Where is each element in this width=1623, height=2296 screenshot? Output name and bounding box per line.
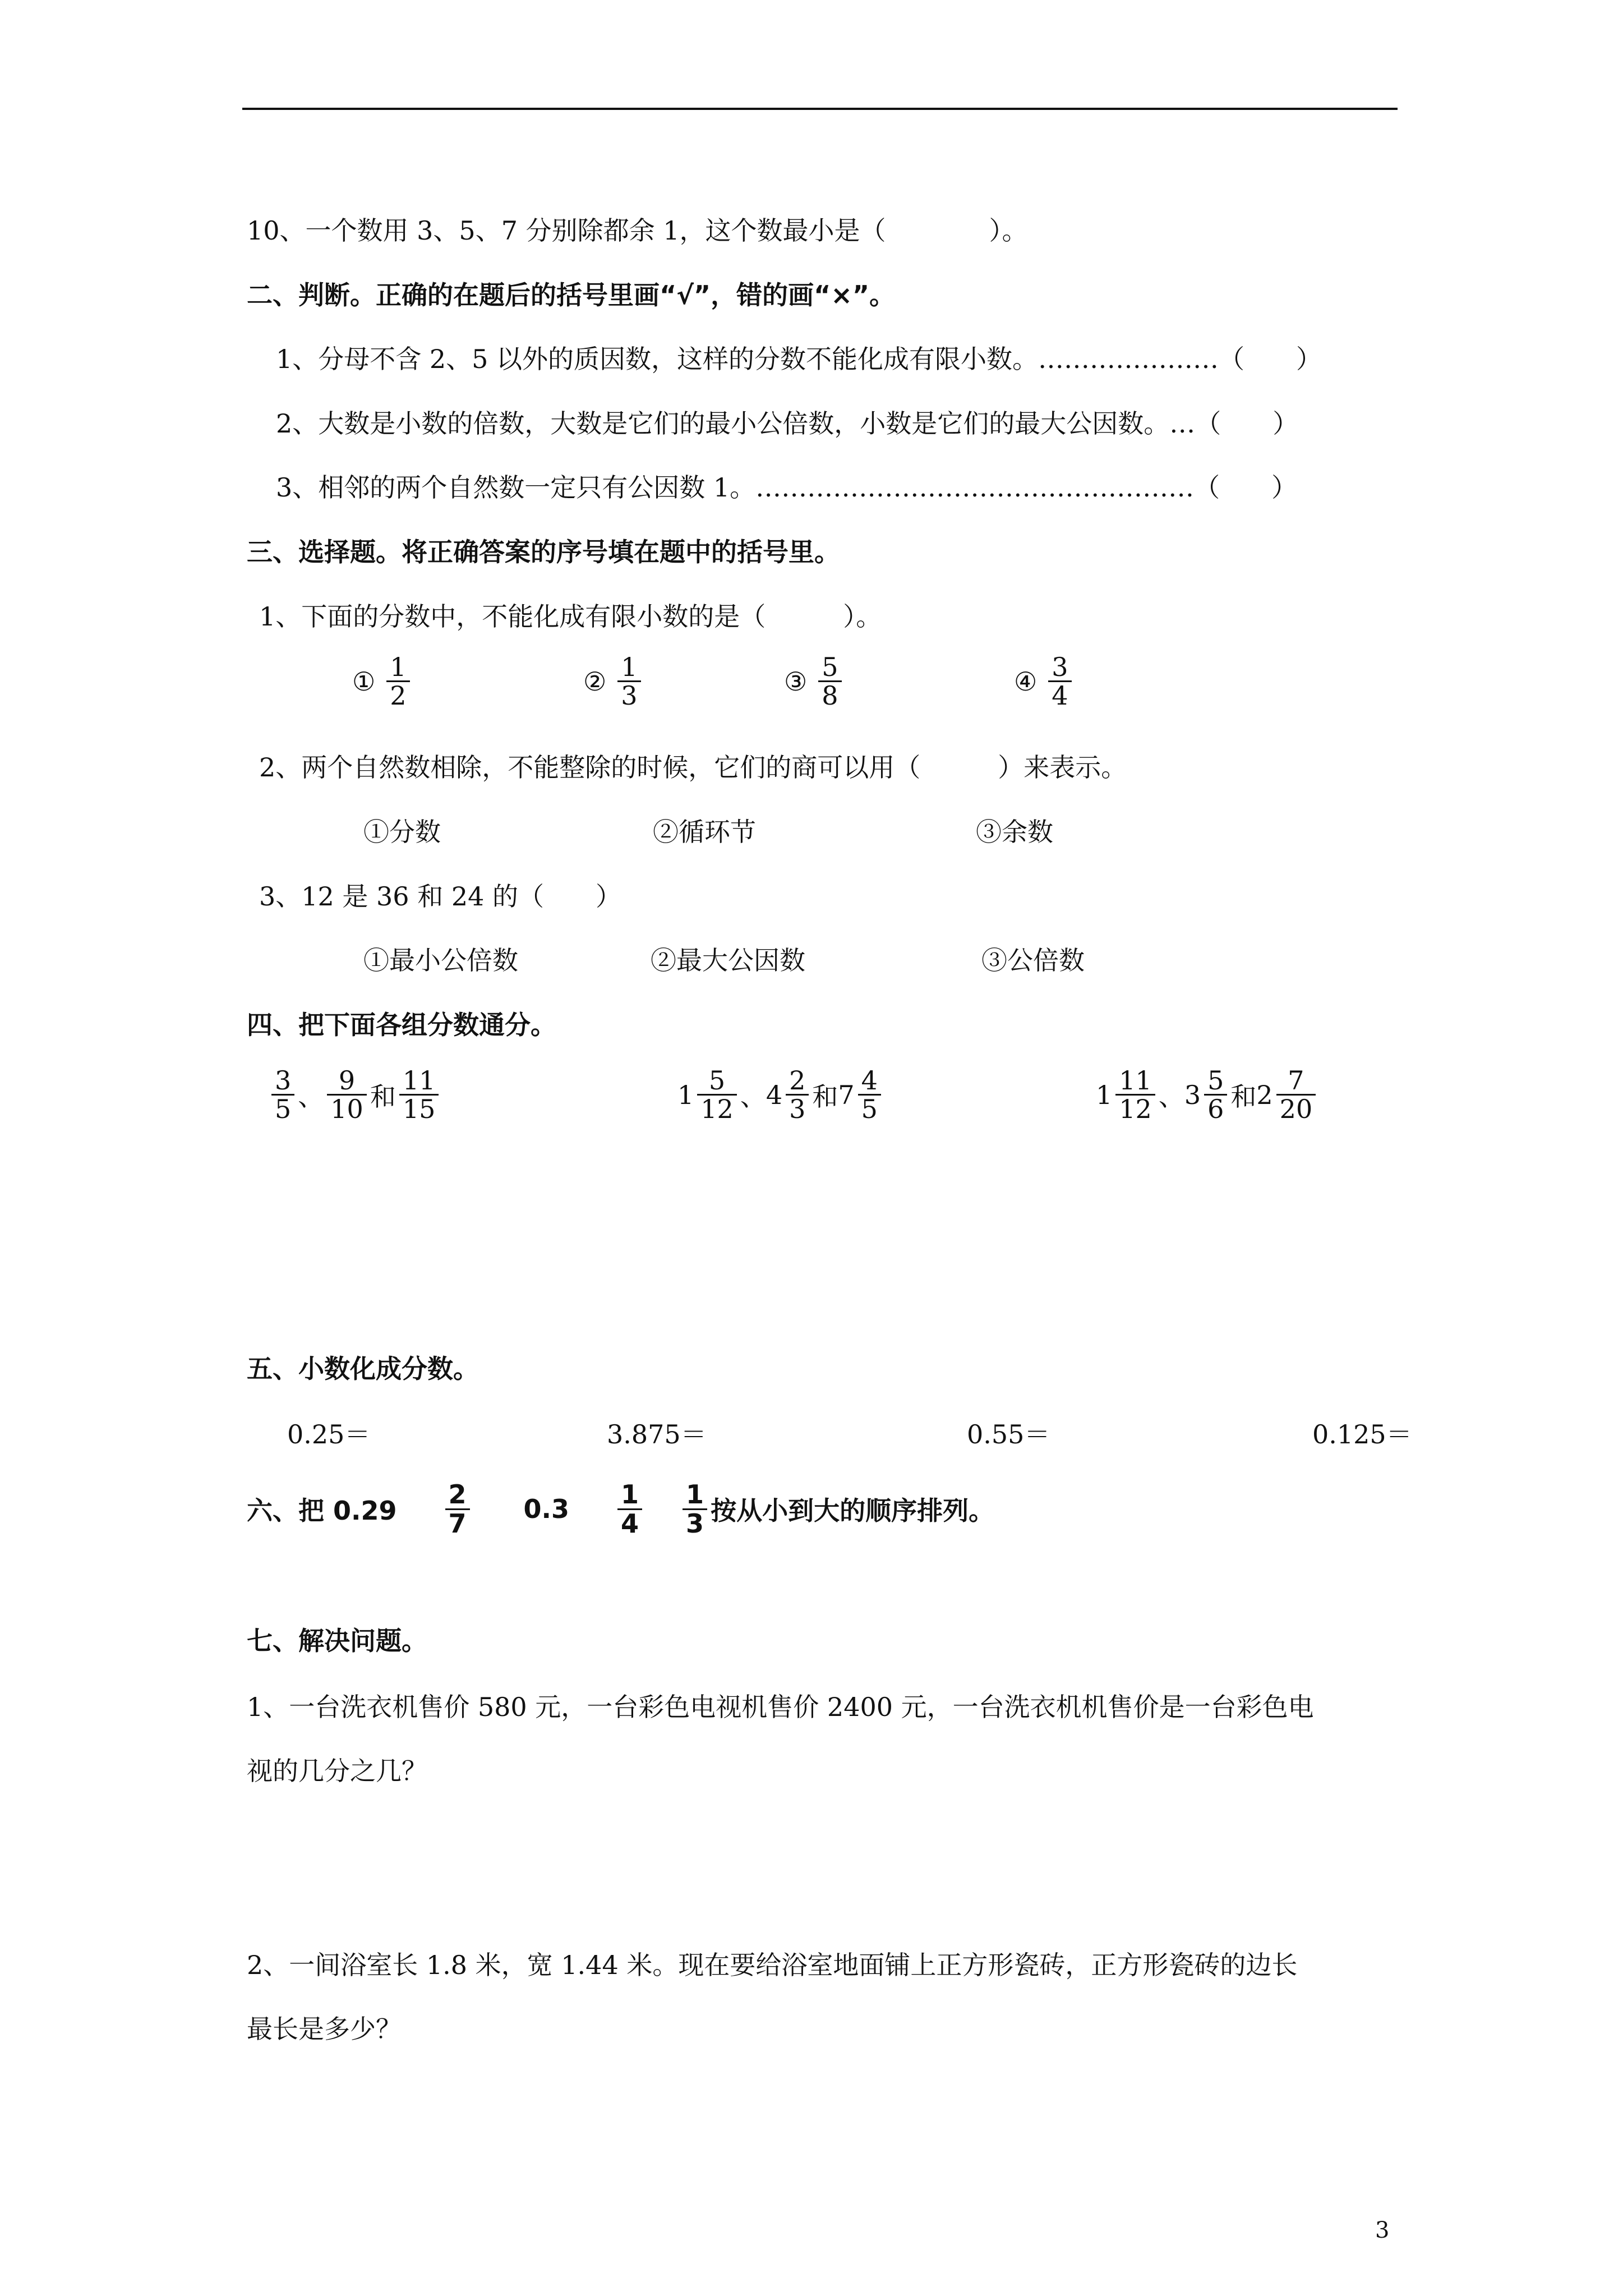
fraction — [445, 1481, 470, 1537]
separator: 、 — [298, 1081, 324, 1112]
choice-q2-option-1: ①分数 — [363, 817, 441, 847]
page-number: 3 — [1375, 2217, 1390, 2243]
whole-number: 7 — [838, 1079, 855, 1110]
fraction — [617, 654, 640, 710]
fraction — [327, 1067, 367, 1123]
fraction — [1276, 1067, 1316, 1123]
separator: 和 — [370, 1081, 396, 1112]
section-5-title: 五、小数化成分数。 — [247, 1354, 479, 1384]
fraction — [399, 1067, 439, 1123]
numerator: 1 — [621, 1479, 639, 1510]
numerator: 5 — [822, 652, 838, 682]
choice-q3: 3、12 是 36 和 24 的（ ） — [259, 881, 621, 912]
numerator: 11 — [1119, 1065, 1152, 1096]
numerator: 1 — [621, 652, 638, 682]
numerator: 2 — [789, 1065, 806, 1096]
numerator: 2 — [448, 1479, 467, 1510]
decimal-item-2: 3.875＝ — [607, 1419, 707, 1450]
fraction-group-2 — [677, 1067, 884, 1123]
denominator: 4 — [1048, 680, 1071, 709]
choice-q2-option-3: ③余数 — [976, 817, 1053, 847]
numerator: 3 — [275, 1065, 292, 1096]
choice-q1: 1、下面的分数中，不能化成有限小数的是（ ）。 — [259, 601, 882, 632]
fraction — [617, 1481, 642, 1537]
judge-item-1: 1、分母不含 2、5 以外的质因数，这样的分数不能化成有限小数。…………………（ ） — [276, 344, 1322, 374]
section-6-value: 0.3 — [523, 1494, 570, 1524]
numerator: 3 — [1052, 652, 1068, 682]
fraction — [786, 1067, 809, 1123]
denominator: 6 — [1204, 1094, 1227, 1122]
separator: 和 — [1230, 1081, 1257, 1112]
denominator: 5 — [271, 1094, 294, 1122]
problem-2-line-2: 最长是多少？ — [247, 2014, 402, 2044]
fraction — [683, 1481, 707, 1537]
whole-number: 4 — [766, 1079, 783, 1110]
separator: 、 — [740, 1081, 766, 1112]
denominator: 3 — [786, 1094, 809, 1122]
whole-number: 1 — [677, 1079, 694, 1110]
fraction — [1204, 1067, 1227, 1123]
section-6-suffix: 按从小到大的顺序排列。 — [711, 1496, 995, 1526]
choice-q3-option-2: ②最大公因数 — [651, 945, 805, 976]
denominator: 4 — [617, 1508, 642, 1537]
header-rule — [242, 108, 1398, 110]
numerator: 11 — [402, 1065, 436, 1096]
fraction — [858, 1067, 881, 1123]
denominator: 20 — [1276, 1094, 1316, 1122]
denominator: 5 — [858, 1094, 881, 1122]
fraction-group-3 — [1096, 1067, 1319, 1123]
section-4-title: 四、把下面各组分数通分。 — [247, 1010, 556, 1040]
denominator: 8 — [818, 680, 841, 709]
whole-number: 3 — [1184, 1079, 1201, 1110]
section-3-title: 三、选择题。将正确答案的序号填在题中的括号里。 — [247, 537, 840, 567]
numerator: 1 — [390, 652, 407, 682]
separator: 和 — [812, 1081, 838, 1112]
section-6-prefix: 六、把 0.29 — [247, 1496, 397, 1526]
problem-1-line-2: 视的几分之几？ — [247, 1756, 427, 1786]
denominator: 7 — [445, 1508, 470, 1537]
decimal-item-3: 0.55＝ — [967, 1419, 1050, 1450]
choice-q3-option-1: ①最小公倍数 — [363, 945, 518, 976]
whole-number: 2 — [1256, 1079, 1273, 1110]
section-2-title: 二、判断。正确的在题后的括号里画“√”，错的画“×”。 — [247, 280, 896, 310]
fraction — [818, 654, 841, 710]
fraction — [1048, 654, 1071, 710]
denominator: 3 — [617, 680, 640, 709]
denominator: 12 — [697, 1094, 737, 1122]
option-number: ① — [352, 666, 376, 697]
choice-q1-option-1 — [352, 654, 413, 710]
choice-q1-option-3 — [784, 654, 845, 710]
numerator: 9 — [338, 1065, 356, 1096]
whole-number: 1 — [1096, 1079, 1113, 1110]
denominator: 2 — [386, 680, 409, 709]
decimal-item-4: 0.125＝ — [1312, 1419, 1412, 1450]
denominator: 3 — [683, 1508, 707, 1537]
numerator: 5 — [1207, 1065, 1224, 1096]
fraction — [271, 1067, 294, 1123]
option-number: ③ — [784, 666, 808, 697]
numerator: 1 — [686, 1479, 704, 1510]
section-6 — [247, 1470, 994, 1548]
denominator: 15 — [399, 1094, 439, 1122]
numerator: 5 — [708, 1065, 726, 1096]
fraction — [1115, 1067, 1155, 1123]
decimal-item-1: 0.25＝ — [287, 1419, 371, 1450]
option-number: ② — [583, 666, 607, 697]
judge-item-3: 3、相邻的两个自然数一定只有公因数 1。……………………………………………（ ） — [276, 472, 1298, 503]
option-number: ④ — [1014, 666, 1038, 697]
fraction-group-1 — [268, 1067, 442, 1123]
denominator: 10 — [327, 1094, 367, 1122]
separator: 、 — [1158, 1081, 1184, 1112]
choice-q3-option-3: ③公倍数 — [981, 945, 1085, 976]
denominator: 12 — [1115, 1094, 1155, 1122]
choice-q1-option-4 — [1014, 654, 1075, 710]
problem-1-line-1: 1、一台洗衣机售价 580 元，一台彩色电视机售价 2400 元，一台洗衣机机售价是一台彩色电 — [247, 1692, 1314, 1722]
problem-2-line-1: 2、一间浴室长 1.8 米，宽 1.44 米。现在要给浴室地面铺上正方形瓷砖，正方形瓷砖的边长 — [247, 1950, 1298, 1980]
numerator: 7 — [1288, 1065, 1304, 1096]
section-7-title: 七、解决问题。 — [247, 1626, 427, 1656]
choice-q2-option-2: ②循环节 — [653, 817, 756, 847]
fraction — [386, 654, 409, 710]
numerator: 4 — [861, 1065, 878, 1096]
fraction — [697, 1067, 737, 1123]
choice-q2: 2、两个自然数相除，不能整除的时候，它们的商可以用（ ）来表示。 — [259, 752, 1127, 783]
question-10: 10、一个数用 3、5、7 分别除都余 1，这个数最小是（ ）。 — [247, 215, 1028, 246]
judge-item-2: 2、大数是小数的倍数，大数是它们的最小公倍数，小数是它们的最大公因数。…（ ） — [276, 408, 1299, 439]
choice-q1-option-2 — [583, 654, 644, 710]
